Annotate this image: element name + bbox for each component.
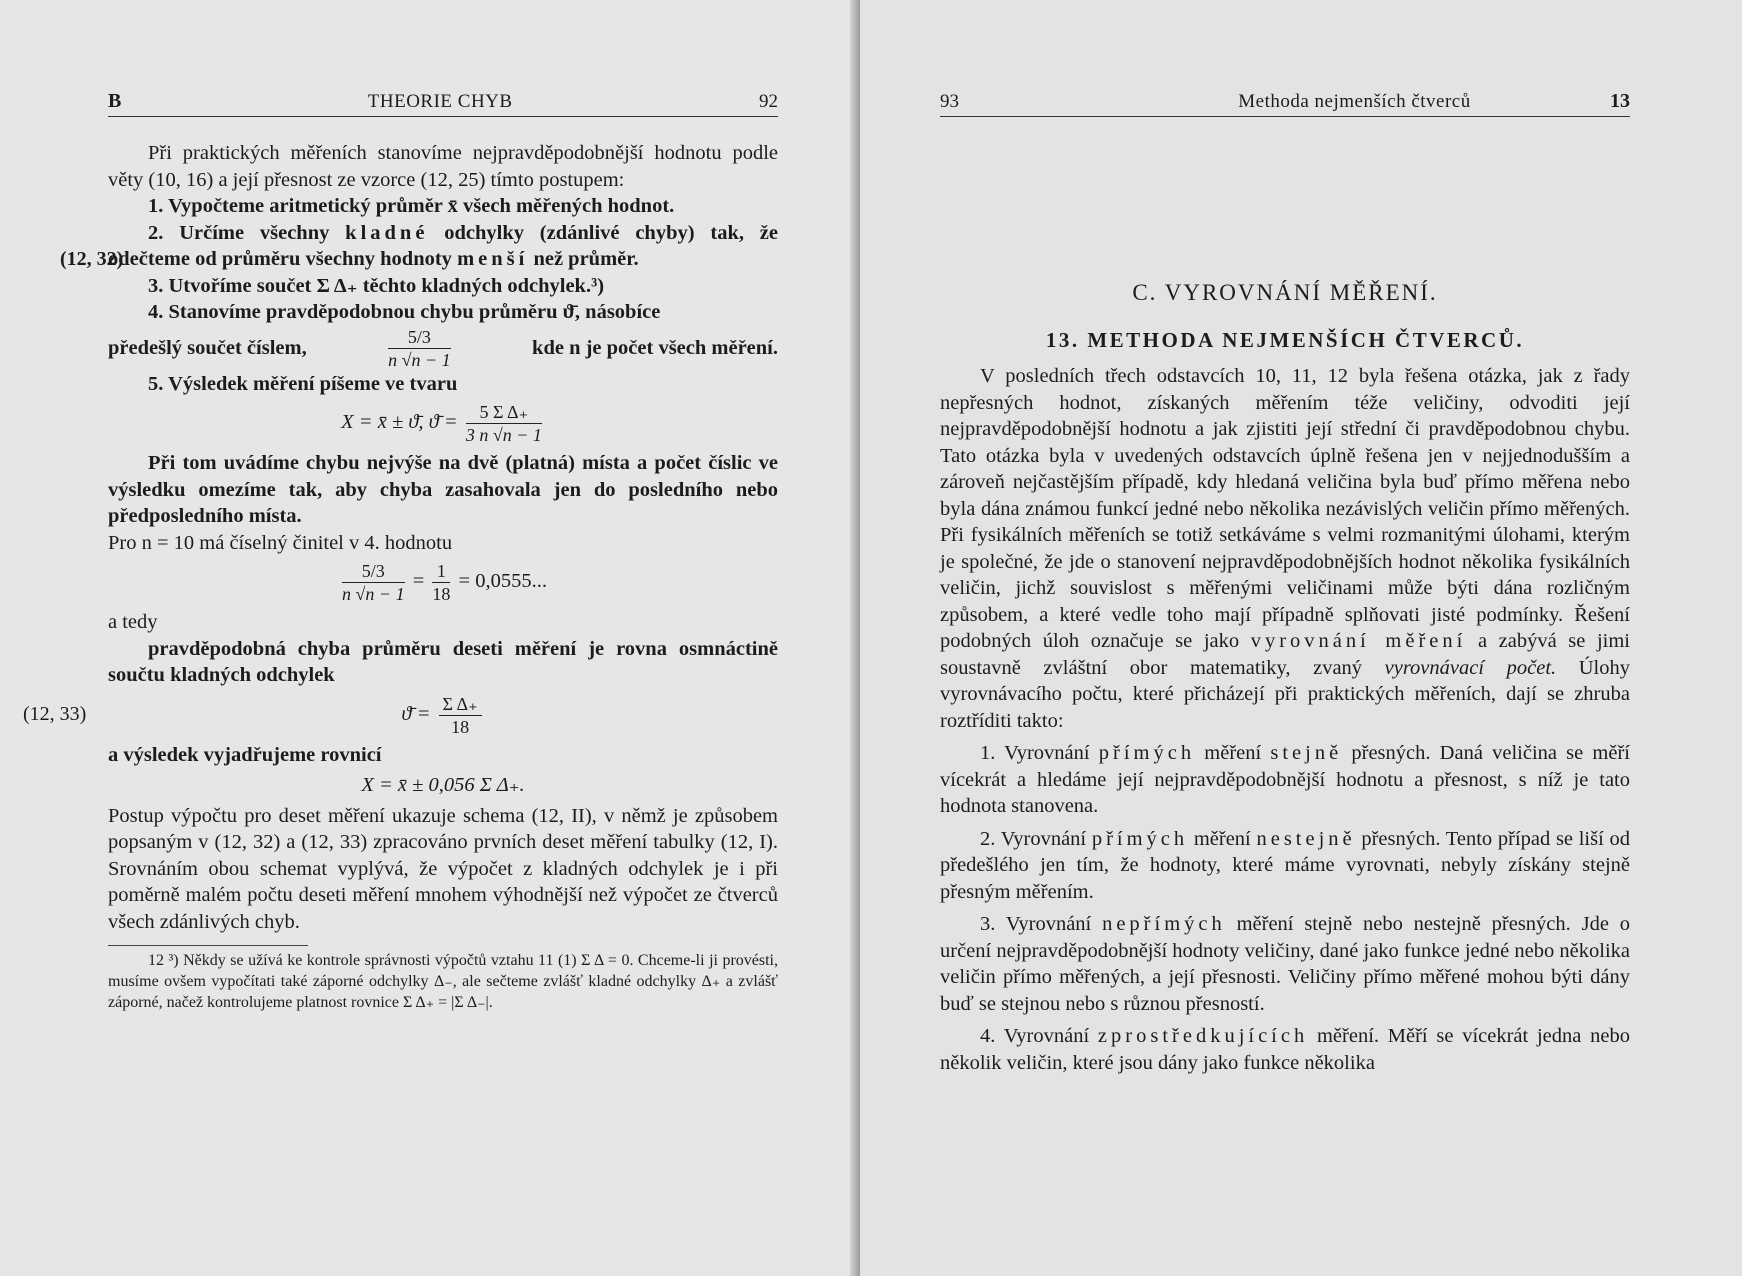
frac-num: 5/3	[388, 326, 451, 349]
page-number: 92	[759, 91, 778, 112]
running-title: THEORIE CHYB	[367, 91, 513, 112]
fraction-5-3	[388, 326, 451, 371]
formula-result	[108, 401, 778, 446]
vysledek-line: a výsledek vyjadřujeme rovnicí	[108, 743, 382, 766]
eq33-left: ϑ̄ =	[401, 702, 431, 725]
intro-paragraph: Při praktických měřeních stanovíme nejpravděpodobnější hodnotu podle věty (10, 16) a její přesnost ze vzorce (12, 25) tímto postupem:	[108, 142, 778, 191]
calc-num2: 1	[432, 560, 450, 583]
i1-sp: přímých	[1098, 742, 1196, 764]
pro-n10: Pro n = 10 má číselný činitel v 4. hodnotu	[108, 531, 453, 554]
left-running-header	[108, 90, 778, 117]
equation-33-row	[23, 693, 778, 738]
calc-den2: 18	[432, 584, 451, 604]
item-2	[940, 826, 1630, 906]
a-tedy: a tedy	[108, 611, 158, 633]
i2-sp2: nestejně	[1256, 827, 1356, 850]
i4-sp: zprostředkujících	[1097, 1025, 1309, 1047]
i3-b: měření stejně nebo nestejně přesných. Jde o určení nejpravděpodobnější hodnoty veličiny, dané jako funkce jedné nebo několika veličin přímo měřených, a její přesnosti. Veličiny přímo měřené mohou býti dány buď se stejnou nebo s různou přesností.	[940, 913, 1630, 1015]
section-letter: B	[108, 90, 122, 112]
step-4-continued	[108, 326, 778, 371]
step-2	[60, 220, 778, 273]
step-5: 5. Výsledek měření píšeme ve tvaru	[148, 372, 458, 395]
p1-text-c: Úlohy vyrovnávacího počtu, které přicházejí při praktických měřeních, dají se zhruba roztříditi takto:	[940, 656, 1630, 732]
i2-sp: přímých	[1091, 827, 1189, 850]
step-3: 3. Utvoříme součet Σ Δ₊ těchto kladných odchylek.³)	[148, 274, 605, 297]
footnote-rule	[108, 945, 308, 946]
equation-number-33: (12, 33)	[23, 702, 87, 725]
step-2-text-b: odchylky (zdánlivé chyby) tak, že odečteme od průměru všechny hodnoty	[108, 221, 778, 270]
step-2-spaced-b: menší	[457, 248, 529, 270]
step-1: 1. Vypočteme aritmetický průměr x̄ všech měřených hodnot.	[148, 195, 675, 217]
item-1	[940, 740, 1630, 820]
paragraph-1	[940, 363, 1630, 734]
calc-den1: n √n − 1	[342, 584, 405, 604]
formula-left: X = x̄ ± ϑ̄, ϑ̄ =	[341, 411, 458, 434]
i1-a: 1. Vyrovnání	[980, 742, 1099, 764]
formula-den: 3 n √n − 1	[465, 425, 542, 445]
p1-text: V posledních třech odstavcích 10, 11, 12 byla řešena otázka, jak z řady nepřesných hodnot, získaných měřením téže veličiny, odvoditi její nejpravděpodobnější hodnotu a jak zjistiti její střední či pravděpodobnou chybu. Tato otázka byla v uvedených odstavcích úplně řešena jen v nejjednodušším a zároveň nejčastějším případě, kdy hledaná veličina byla buď přímo měřena nebo byla dána známou funkcí jedné nebo několika nezávislých veličin přímo měřených. Při fysikálních měřeních se totiž setkáváme s velmi rozmanitými úlohami, kterým je společné, že jde o stanovení nejpravděpodobnějších hodnot několika fysikálních veličin, jichž souvislost s měřenými veličinami může býti dána rozličným způsobem, a které vedle toho mají případně splňovati jisté podmínky. Řešení podobných úloh označuje se jako	[940, 365, 1630, 652]
step-4b-pre: předešlý součet číslem,	[108, 336, 307, 359]
i3-a: 3. Vyrovnání	[980, 913, 1103, 935]
step-2-text: 2. Určíme všechny	[148, 221, 346, 244]
item-4	[940, 1023, 1630, 1076]
right-page	[860, 0, 1742, 1276]
item-3	[940, 911, 1630, 1017]
step-2-spaced: kladné	[345, 221, 429, 244]
i1-sp2: stejně	[1270, 742, 1343, 764]
eq33-num: Σ Δ₊	[439, 693, 482, 716]
postup-paragraph: Postup výpočtu pro deset měření ukazuje schema (12, II), v němž je způsobem popsaným v (12, 32) a (12, 33) zpracováno prvních deset měření tabulky (12, I). Srovnáním obou schemat vyplývá, že výpočet z kladných odchylek je i při poměrně malém počtu deseti měření mnohem výhodnější než výpočet ze čtverců všech zdánlivých chyb.	[108, 804, 778, 933]
p1-italic: vyrovnávací počet.	[1384, 656, 1557, 679]
right-body	[940, 280, 1630, 1076]
precision-note: Při tom uvádíme chybu nejvýše na dvě (platná) místa a počet číslic ve výsledku omezíme tak, aby chyba zasahovala jen do posledního nebo předposledního místa.	[108, 452, 778, 527]
right-running-header	[940, 90, 1630, 117]
section-title: 13. METHODA NEJMENŠÍCH ČTVERCŮ.	[1045, 327, 1525, 352]
conclusion: pravděpodobná chyba průměru deseti měření je rovna osmnáctině součtu kladných odchylek	[108, 637, 778, 686]
eq33-den: 18	[451, 716, 470, 737]
i3-sp: nepřímých	[1102, 913, 1226, 935]
footnote: 12 ³) Někdy se užívá ke kontrole správnosti výpočtů vztahu 11 (1) Σ Δ = 0. Chceme-li ji provésti, musíme ovšem vypočítati také záporné odchylky Δ₋, ale sečteme zvlášť kladné odchylky Δ₊ a zvlášť záporné, načež kontrolujeme platnost rovnice Σ Δ₊ = |Σ Δ₋|.	[108, 952, 778, 1011]
left-body	[23, 140, 778, 1013]
calc-result: = 0,0555...	[458, 570, 547, 593]
i1-c: přesných. Daná veličina se měří vícekrát a hledáme její nejpravděpodobnější hodnotu a přesnost, s níž je tato hodnota stanovena.	[940, 742, 1630, 817]
i4-b: měření. Měří se vícekrát jedna nebo několik veličin, které jsou dány jako funkce několika	[940, 1025, 1630, 1074]
calc-row	[108, 560, 778, 605]
step-2-text-c: než průměr.	[528, 248, 639, 270]
result-equation: X = x̄ ± 0,056 Σ Δ₊.	[361, 774, 525, 796]
p1-spaced: vyrovnání měření	[1250, 630, 1467, 652]
equation-number-32: (12, 32)	[60, 248, 124, 270]
step-4b-post: kde n je počet všech měření.	[532, 336, 778, 359]
running-title-right: Methoda nejmenších čtverců	[1238, 91, 1471, 112]
p1-text-b: a zabývá se jimi soustavně zvláštní obor matematiky, zvaný	[940, 630, 1630, 679]
left-page	[0, 0, 860, 1276]
eq33-fraction	[439, 693, 482, 738]
frac-den: n √n − 1	[388, 349, 451, 370]
i2-b: měření	[1188, 827, 1257, 850]
calc-fraction-1	[342, 560, 405, 605]
i1-b: měření	[1195, 742, 1271, 764]
calc-fraction-2	[432, 560, 450, 605]
chapter-title: C. VYROVNÁNÍ MĚŘENÍ.	[1132, 280, 1438, 305]
calc-equals: =	[412, 570, 425, 593]
i4-a: 4. Vyrovnání	[980, 1025, 1098, 1047]
formula-num: 5 Σ Δ₊	[466, 401, 542, 424]
step-4: 4. Stanovíme pravděpodobnou chybu průměru ϑ̄, násobíce	[148, 301, 661, 323]
i2-a: 2. Vyrovnání	[980, 827, 1092, 850]
formula-fraction	[466, 401, 542, 446]
section-number: 13	[1609, 90, 1630, 112]
calc-num1: 5/3	[342, 560, 405, 583]
i2-c: přesných. Tento případ se liší od předešlého jen tím, že hodnoty, které máme vyrovnati, nebyly získány stejně přesným měřením.	[940, 827, 1630, 903]
page-number-right: 93	[940, 91, 959, 112]
